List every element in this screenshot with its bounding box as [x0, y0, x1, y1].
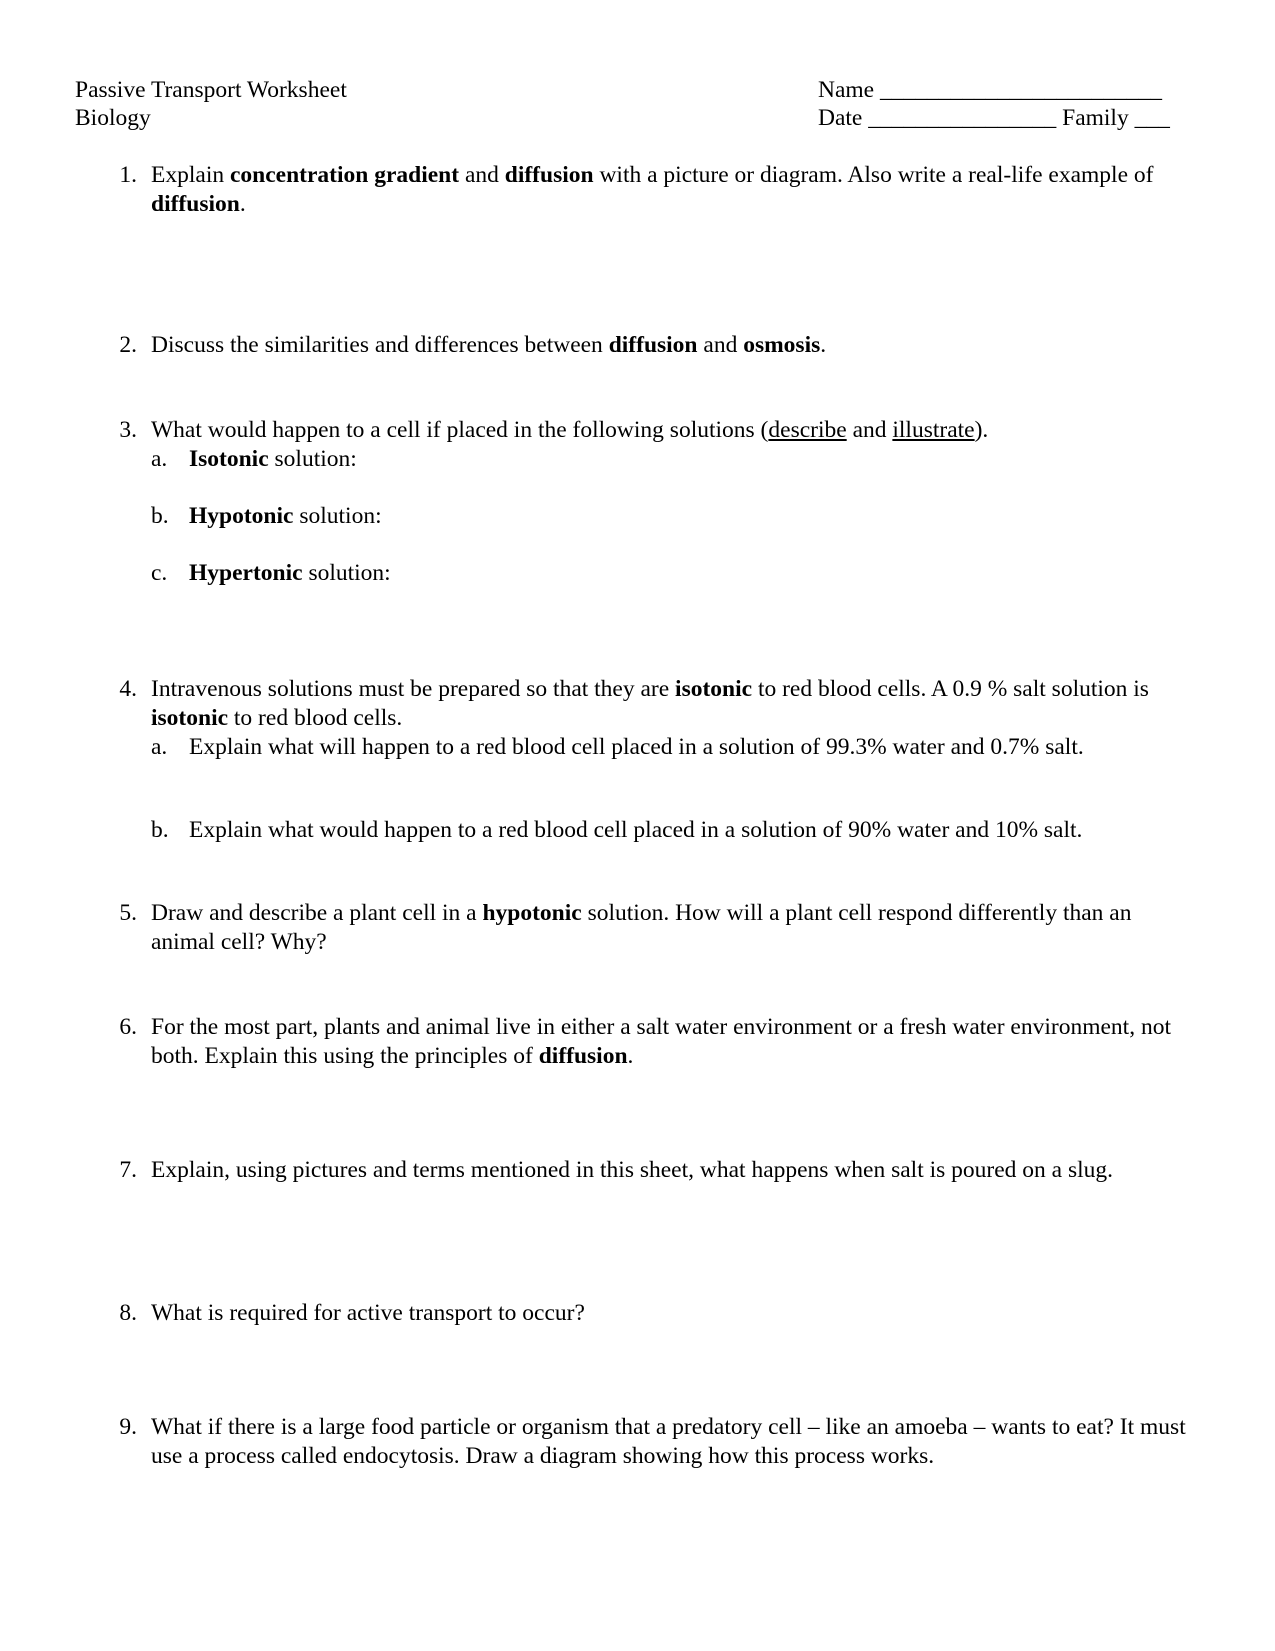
question-3 — [113, 416, 1193, 588]
question-text: Explain, using pictures and terms mentioned in this sheet, what happens when salt is poured on a slug. — [151, 1157, 1114, 1183]
question-number: 3. — [119, 417, 137, 443]
question-number: 9. — [119, 1414, 137, 1440]
question-text: Discuss the similarities and differences between diffusion and osmosis. — [151, 332, 827, 358]
question-number: 8. — [119, 1300, 137, 1326]
question-text: What is required for active transport to occur? — [151, 1300, 585, 1326]
question-text: Draw and describe a plant cell in a hypotonic solution. How will a plant cell respond differently than an animal cell? Why? — [151, 900, 1132, 955]
question-8 — [113, 1299, 1193, 1328]
question-1 — [113, 161, 1193, 219]
course-name: Biology — [75, 105, 151, 131]
subquestion-3a: a. Isotonic solution: — [151, 446, 357, 472]
question-number: 5. — [119, 900, 137, 926]
question-text: Explain concentration gradient and diffusion with a picture or diagram. Also write a real-life example of diffusion. — [151, 162, 1154, 217]
name-blank: ________________________ — [880, 77, 1162, 103]
question-9 — [113, 1413, 1193, 1471]
family-blank: ___ — [1134, 105, 1170, 131]
question-number: 6. — [119, 1014, 137, 1040]
question-6 — [113, 1013, 1193, 1071]
question-2 — [113, 331, 1193, 360]
question-number: 4. — [119, 676, 137, 702]
date-label: Date — [818, 105, 863, 131]
name-field[interactable] — [818, 76, 1162, 104]
date-field[interactable] — [818, 104, 1170, 132]
date-blank: ________________ — [868, 105, 1057, 131]
question-text: What would happen to a cell if placed in the following solutions (describe and illustrate). — [151, 417, 989, 443]
subquestion-4b: b. Explain what would happen to a red blood cell placed in a solution of 90% water and 10% salt. — [151, 817, 1083, 843]
question-7 — [113, 1156, 1193, 1185]
question-number: 7. — [119, 1157, 137, 1183]
name-label: Name — [818, 77, 875, 103]
subquestion-3c: c. Hypertonic solution: — [151, 560, 391, 586]
question-text: Intravenous solutions must be prepared so that they are isotonic to red blood cells. A 0.9 % salt solution is isotonic to red blood cells. — [151, 676, 1149, 731]
question-4 — [113, 675, 1193, 845]
question-5 — [113, 899, 1193, 957]
question-text: What if there is a large food particle or organism that a predatory cell – like an amoeba – wants to eat? It must use a process called endocytosis. Draw a diagram showing how this process works. — [151, 1414, 1186, 1469]
question-number: 2. — [119, 332, 137, 358]
family-label: Family — [1062, 105, 1129, 131]
subquestion-3b: b. Hypotonic solution: — [151, 503, 382, 529]
subquestion-4a: a. Explain what will happen to a red blood cell placed in a solution of 99.3% water and 0.7% salt. — [151, 734, 1084, 760]
question-number: 1. — [119, 162, 137, 188]
question-text: For the most part, plants and animal live in either a salt water environment or a fresh water environment, not both. Explain this using the principles of diffusion. — [151, 1014, 1171, 1069]
worksheet-title: Passive Transport Worksheet — [75, 77, 347, 103]
